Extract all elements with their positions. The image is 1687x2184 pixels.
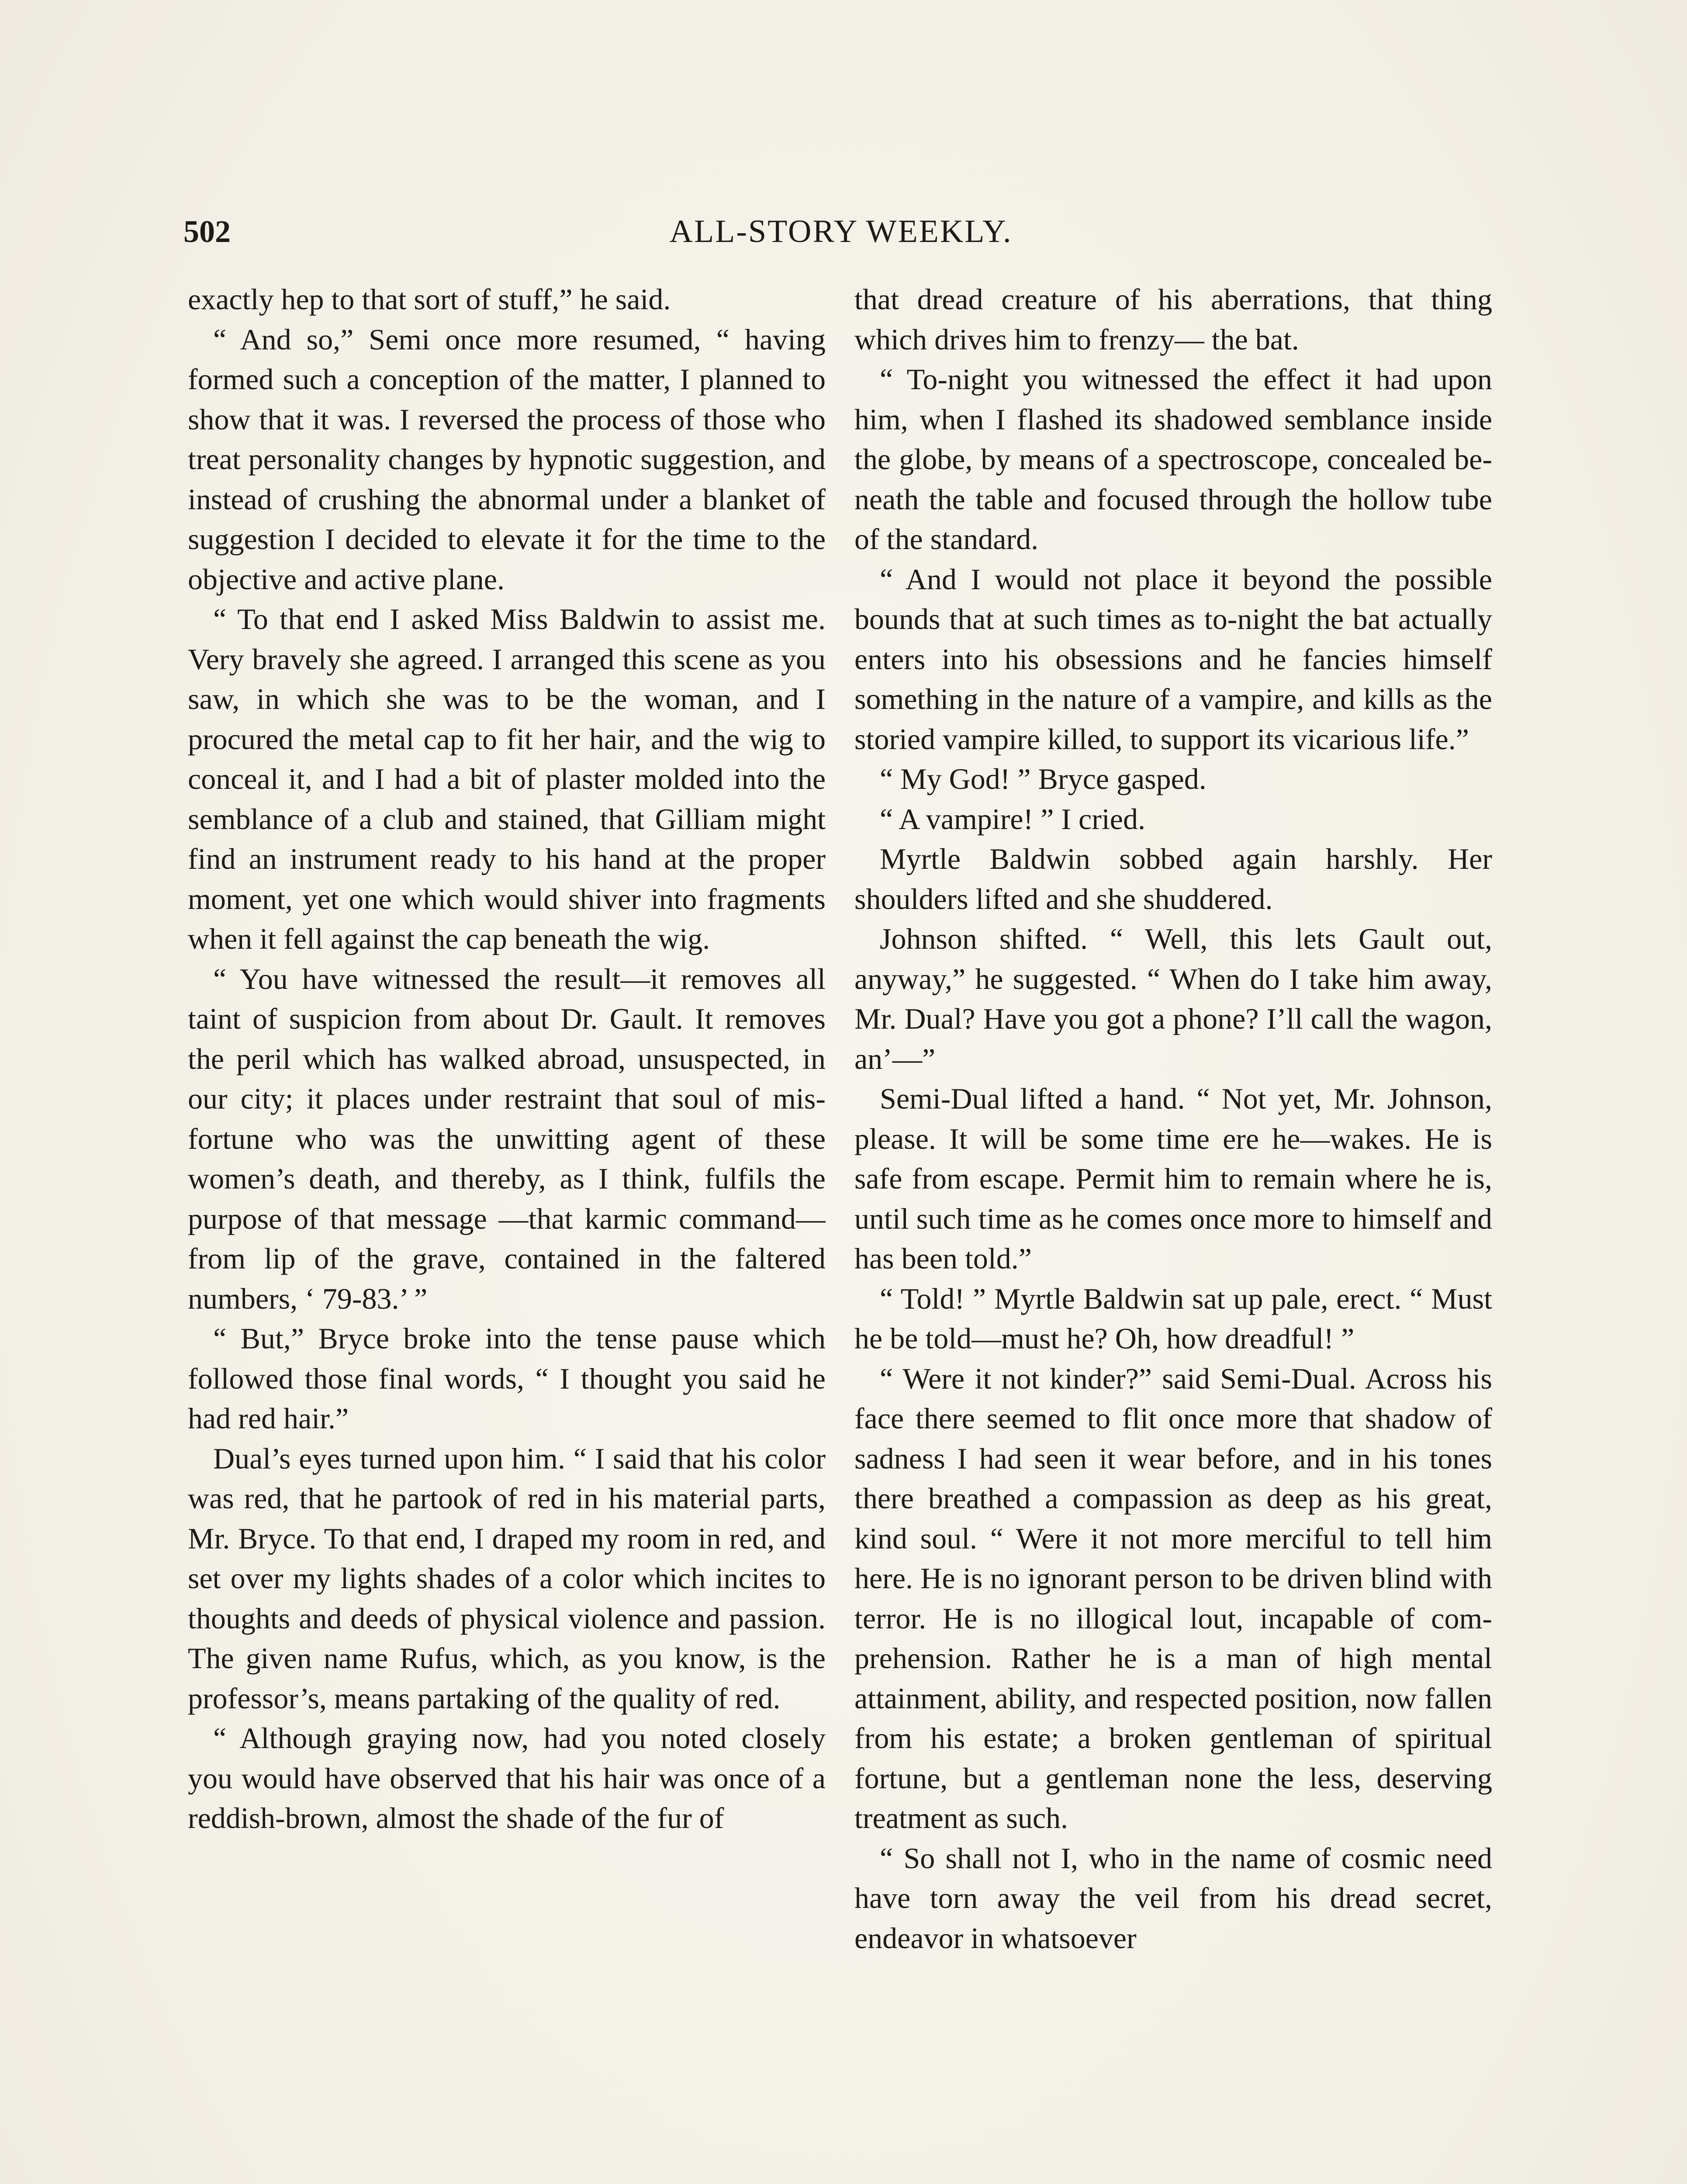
paragraph: “ You have witnessed the result—it removes all taint of suspicion from about Dr. Gault. It removes the peril which has walked abroad, unsuspected, in our city; it places under restraint that soul of misfortune who was the unwitting agent of these women’s death, and thereby, as I think, fulfils the purpose of that message —that karmic command—from lip of the grave, contained in the faltered numbers, ‘ 79-83.’ ” — [188, 962, 826, 1315]
paragraph: “ And so,” Semi once more resumed, “ having formed such a conception of the matter, I planned to show that it was. I reversed the process of those who treat personality changes by hypnotic suggestion, and instead of crushing the abnormal under a blanket of suggestion I decided to elevate it for the time to the objective and active plane. — [188, 322, 826, 596]
paragraph: Johnson shifted. “ Well, this lets Gault out, anyway,” he suggested. “ When do I take him away, Mr. Dual? Have you got a phone? I’ll call the wagon, an’—” — [854, 922, 1492, 1075]
left-text-column — [188, 280, 826, 2184]
paragraph: “ To that end I asked Miss Baldwin to assist me. Very bravely she agreed. I arranged this scene as you saw, in which she was to be the woman, and I procured the metal cap to fit her hair, and the wig to conceal it, and I had a bit of plaster molded into the semblance of a club and stained, that Gilliam might find an instrument ready to his hand at the proper moment, yet one which would shiver into fragments when it fell against the cap beneath the wig. — [188, 602, 826, 955]
paragraph: “ Were it not kinder?” said Semi-Dual. Across his face there seemed to flit once more that shadow of sadness I had seen it wear before, and in his tones there breathed a compassion as deep as his great, kind soul. “ Were it not more merciful to tell him here. He is no ignorant person to be driven blind with terror. He is no illogical lout, incapable of comprehension. Rather he is a man of high mental attainment, ability, and respected position, now fallen from his estate; a broken gentleman of spiritual fortune, but a gentleman none the less, deserving treatment as such. — [854, 1362, 1492, 1835]
paragraph: “ To-night you witnessed the effect it had upon him, when I flashed its shadowed semblance inside the globe, by means of a spectroscope, concealed beneath the table and focused through the hollow tube of the standard. — [854, 363, 1492, 556]
page-header — [183, 205, 1498, 258]
paragraph: “ But,” Bryce broke into the tense pause which followed those final words, “ I thought you said he had red hair.” — [188, 1322, 826, 1435]
paragraph: that dread creature of his aberrations, that thing which drives him to frenzy— the bat. — [854, 283, 1492, 356]
paragraph: Semi-Dual lifted a hand. “ Not yet, Mr. Johnson, please. It will be some time ere he—wakes. He is safe from escape. Permit him to remain where he is, until such time as he comes once more to himself and has been told.” — [854, 1082, 1492, 1275]
paragraph: “ Although graying now, had you noted closely you would have observed that his hair was once of a reddish-brown, almost the shade of the fur of — [188, 1721, 826, 1835]
paragraph: “ My God! ” Bryce gasped. — [880, 762, 1206, 795]
paragraph: “ And I would not place it beyond the possible bounds that at such times as to-night the bat actually enters into his obsessions and he fancies himself something in the nature of a vampire, and kills as the storied vampire killed, to support its vicarious life.” — [854, 562, 1492, 756]
paragraph: “ So shall not I, who in the name of cosmic need have torn away the veil from his dread secret, endeavor in whatsoever — [854, 1841, 1492, 1955]
paragraph: Dual’s eyes turned upon him. “ I said that his color was red, that he partook of red in his material parts, Mr. Bryce. To that end, I draped my room in red, and set over my lights shades of a color which incites to thoughts and deeds of physical violence and passion. The given name Rufus, which, as you know, is the professor’s, means partaking of the quality of red. — [188, 1441, 826, 1715]
paragraph: exactly hep to that sort of stuff,” he said. — [188, 283, 671, 316]
paragraph: Myrtle Baldwin sobbed again harshly. Her shoulders lifted and she shuddered. — [854, 842, 1492, 916]
running-head: ALL-STORY WEEKLY. — [669, 214, 1013, 249]
paragraph: “ Told! ” Myrtle Baldwin sat up pale, erect. “ Must he be told—must he? Oh, how dreadful! ” — [854, 1282, 1492, 1355]
paragraph: “ A vampire! ” I cried. — [880, 802, 1145, 836]
right-text-column — [854, 280, 1492, 2184]
page-number: 502 — [183, 214, 231, 249]
